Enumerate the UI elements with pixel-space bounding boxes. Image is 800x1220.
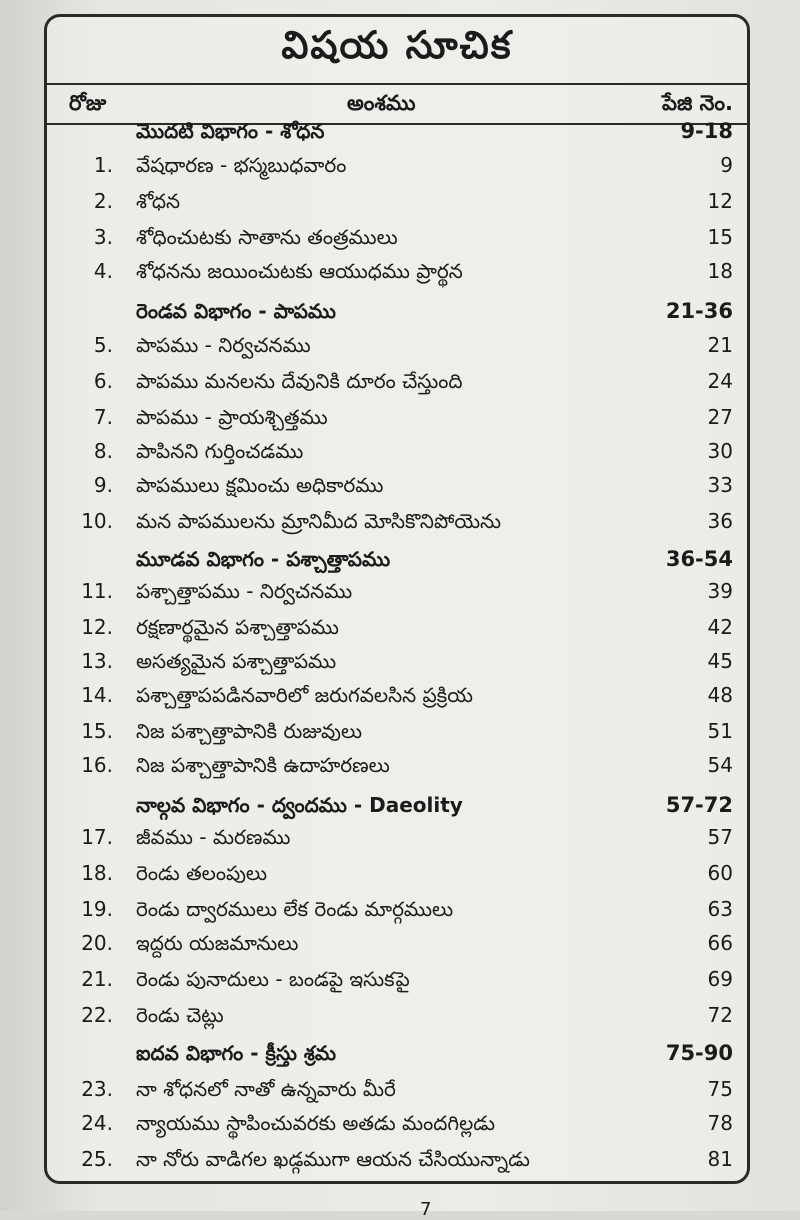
topic-title: రెండు తలంపులు [136,861,268,885]
day-number: 9. [93,473,113,497]
header-day: రోజు [69,91,107,115]
page-title: విషయ సూచిక [281,23,513,67]
page-number: 18 [707,259,733,283]
header-topic: అంశము [347,91,416,115]
topic-title: పాపినని గుర్తించడము [136,439,304,463]
topic-title: నిజ పశ్చాత్తాపానికి రుజువులు [136,719,363,743]
contents-row [47,435,747,469]
topic-title: మన పాపములను మ్రానిమీద మోసికొనిపోయెను [136,509,502,533]
section-page-range: 21-36 [665,299,733,323]
page-number: 9 [720,153,733,177]
topic-title: పశ్చాత్తాపపడినవారిలో జరుగవలసిన ప్రక్రియ [136,683,473,707]
section-page-range: 75-90 [665,1041,733,1065]
contents-row [47,255,747,289]
page-number: 48 [707,683,733,707]
contents-row [47,1073,747,1107]
section-title: రెండవ విభాగం - పాపము [136,299,336,323]
header-page: పేజి నెం. [662,91,733,115]
topic-title: ఇద్దరు యజమానులు [136,931,299,955]
topic-title: శోధనను జయించుటకు ఆయుధము ప్రార్థన [136,259,463,283]
topic-title: అసత్యమైన పశ్చాత్తాపము [136,649,337,673]
topic-title: పాపములు క్షమించు అధికారము [136,473,384,497]
topic-title: రెండు పునాదులు - బండపై ఇసుకపై [136,967,410,991]
contents-row [47,1107,747,1141]
topic-title: రక్షణార్థమైన పశ్చాత్తాపము [136,615,339,639]
topic-title: వేషధారణ - భస్మబుధవారం [136,153,347,177]
page-number: 12 [707,189,733,213]
day-number: 8. [93,439,113,463]
day-number: 19. [81,897,113,921]
contents-row [47,575,747,609]
day-number: 20. [81,931,113,955]
contents-row [47,645,747,679]
day-number: 15. [81,719,113,743]
day-number: 12. [81,615,113,639]
topic-title: పాపము మనలను దేవునికి దూరం చేస్తుంది [136,369,463,393]
section-title: నాల్గవ విభాగం - ద్వందము - Daeolity [136,793,463,817]
topic-title: పాపము - ప్రాయశ్చిత్తము [136,405,328,429]
section-row [47,543,747,577]
contents-row [47,749,747,783]
section-page-range: 36-54 [665,547,733,571]
page-number: 54 [707,753,733,777]
day-number: 10. [81,509,113,533]
day-number: 16. [81,753,113,777]
contents-row [47,221,747,255]
contents-row [47,505,747,539]
page-number: 36 [707,509,733,533]
contents-row [47,611,747,645]
page-number: 42 [707,615,733,639]
page-number: 72 [707,1003,733,1027]
title-divider [47,83,747,85]
day-number: 3. [93,225,113,249]
section-row [47,1037,747,1071]
topic-title: నిజ పశ్చాత్తాపానికి ఉదాహరణలు [136,753,390,777]
contents-row [47,821,747,855]
day-number: 2. [93,189,113,213]
page-number: 39 [707,579,733,603]
day-number: 4. [93,259,113,283]
contents-row [47,469,747,503]
section-title: మొదటి విభాగం - శోధన [136,119,325,143]
page-number: 75 [707,1077,733,1101]
contents-row [47,999,747,1033]
page-number: 51 [707,719,733,743]
page-number: 60 [707,861,733,885]
page-number: 21 [707,333,733,357]
contents-row [47,149,747,183]
page-number: 27 [707,405,733,429]
page-number: 24 [707,369,733,393]
contents-row [47,893,747,927]
day-number: 14. [81,683,113,707]
contents-row [47,185,747,219]
topic-title: నా నోరు వాడిగల ఖడ్గముగా ఆయన చేసియున్నాడు [136,1147,530,1171]
section-row [47,295,747,329]
section-page-range: 57-72 [665,793,733,817]
page-number: 30 [707,439,733,463]
day-number: 24. [81,1111,113,1135]
section-title: మూడవ విభాగం - పశ్చాత్తాపము [136,547,391,571]
topic-title: పశ్చాత్తాపము - నిర్వచనము [136,579,353,603]
topic-title: శోధన [136,189,181,213]
day-number: 22. [81,1003,113,1027]
contents-row [47,857,747,891]
page-number: 63 [707,897,733,921]
section-row [47,789,747,823]
day-number: 25. [81,1147,113,1171]
section-title: ఐదవ విభాగం - క్రీస్తు శ్రమ [136,1041,337,1065]
topic-title: శోధించుటకు సాతాను తంత్రములు [136,225,398,249]
contents-row [47,927,747,961]
contents-row [47,1143,747,1177]
day-number: 1. [93,153,113,177]
page-number: 66 [707,931,733,955]
section-page-range: 9-18 [680,119,733,143]
topic-title: పాపము - నిర్వచనము [136,333,311,357]
contents-row [47,679,747,713]
contents-row [47,365,747,399]
day-number: 5. [93,333,113,357]
topic-title: నా శోధనలో నాతో ఉన్నవారు మీరే [136,1077,396,1101]
page-number: 45 [707,649,733,673]
contents-row [47,401,747,435]
topic-title: న్యాయము స్థాపించువరకు అతడు మందగిల్లడు [136,1111,495,1135]
topic-title: రెండు చెట్లు [136,1003,224,1027]
day-number: 11. [81,579,113,603]
page-number: 78 [707,1111,733,1135]
footer-page-number: 7 [420,1199,432,1220]
page-number: 69 [707,967,733,991]
day-number: 18. [81,861,113,885]
day-number: 23. [81,1077,113,1101]
day-number: 13. [81,649,113,673]
page-number: 15 [707,225,733,249]
contents-row [47,329,747,363]
day-number: 7. [93,405,113,429]
section-row [47,115,747,149]
day-number: 6. [93,369,113,393]
page-number: 81 [707,1147,733,1171]
day-number: 21. [81,967,113,991]
contents-row [47,715,747,749]
topic-title: జీవము - మరణము [136,825,291,849]
topic-title: రెండు ద్వారములు లేక రెండు మార్గములు [136,897,454,921]
contents-frame [44,14,750,1184]
day-number: 17. [81,825,113,849]
page-number: 33 [707,473,733,497]
contents-row [47,963,747,997]
page-number: 57 [707,825,733,849]
